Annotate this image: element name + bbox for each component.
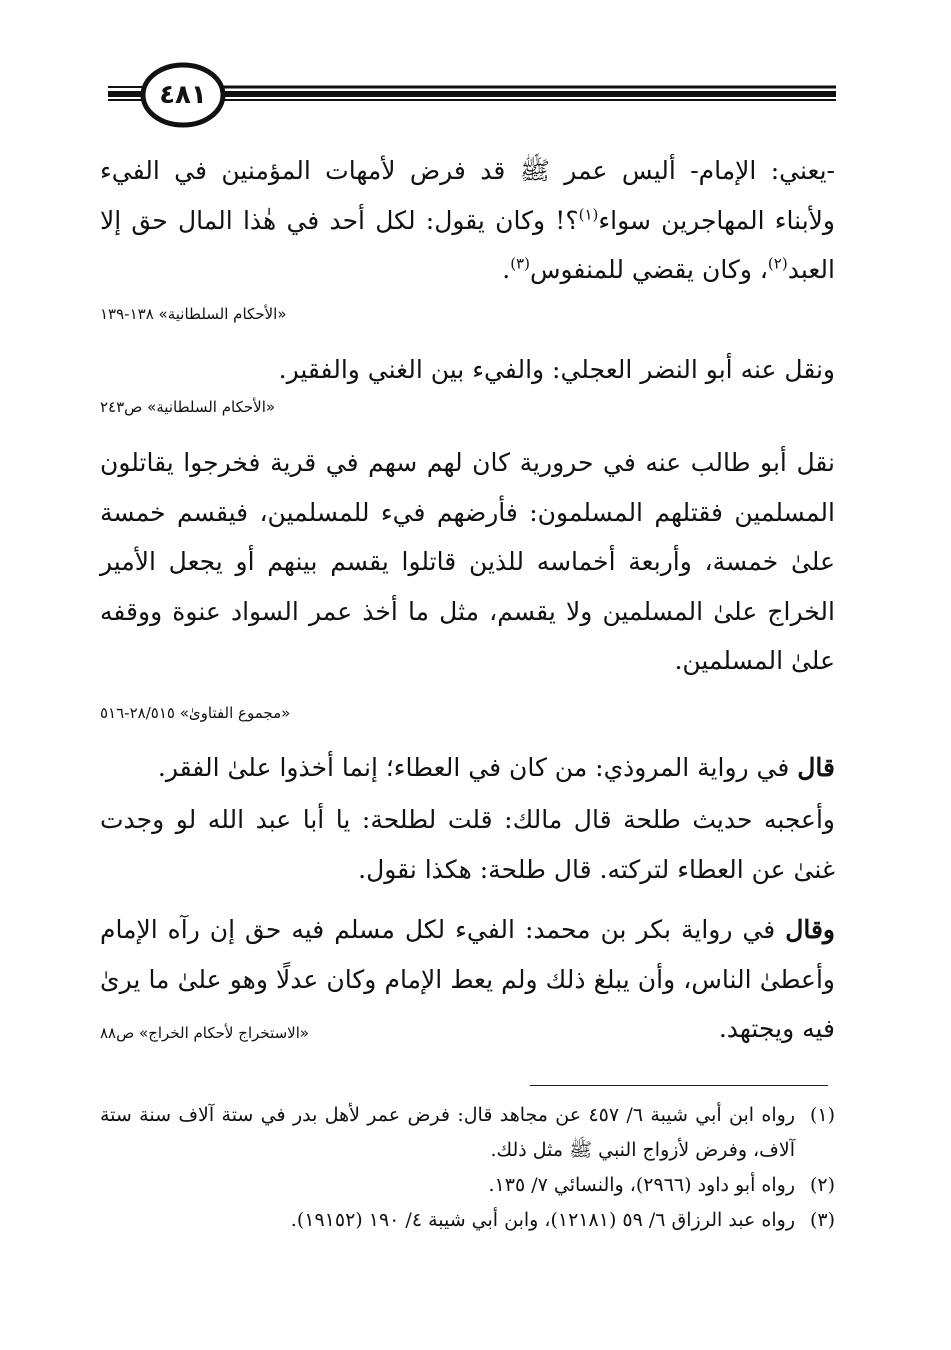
source-citation-3 (100, 703, 835, 723)
footnote-3-text: رواه عبد الرزاق ٦/ ٥٩ (١٢١٨١)، وابن أبي شيبة ٤/ ١٩٠ (١٩١٥٢). (290, 1209, 795, 1231)
paragraph-1-text (100, 146, 835, 295)
paragraph-6-lead: وقال (785, 915, 835, 944)
p1-part2: ؟! وكان يقول: لكل أحد في هٰذا المال حق إلا العبد (100, 205, 835, 284)
paragraph-4-text (100, 743, 835, 793)
footnote-ref-2: (٢) (767, 254, 788, 273)
page-header (108, 60, 836, 132)
source-3-text: «مجموع الفتاوىٰ» ٢٨/٥١٥-٥١٦ (100, 704, 291, 722)
paragraph-2 (100, 345, 835, 395)
p1-part1: -يعني: الإمام- أليس عمر ﷺ قد فرض لأمهات المؤمنين في الفيء ولأبناء المهاجرين سواء (100, 156, 835, 235)
footnote-separator (530, 1085, 828, 1086)
paragraph-3-text: نقل أبو طالب عنه في حرورية كان لهم سهم في قرية فخرجوا يقاتلون المسلمين فقتلهم المسلمون: فأرضهم فيء للمسلمين، فيقسم خمسة علىٰ خمسة، وأربعة أخماسه للذين قاتلوا يقسم بينهم أو يجعل الأمير الخراج علىٰ المسلمين ولا يقسم، مثل ما أخذ عمر السواد عنوة ووقفه علىٰ المسلمين. (100, 448, 835, 675)
p1-part3: ، وكان يقضي للمنفوس (529, 255, 768, 284)
p1-part4: . (502, 255, 511, 284)
footnote-1-text: رواه ابن أبي شيبة ٦/ ٤٥٧ عن مجاهد قال: فرض عمر لأهل بدر في ستة آلاف سنة ستة آلاف، وفرض لأزواج النبي ﷺ مثل ذلك. (100, 1104, 795, 1161)
footnote-3-number: (٣) (809, 1209, 835, 1231)
source-4-text: «الاستخراج لأحكام الخراج» ص٨٨ (100, 1024, 310, 1042)
source-1-text: «الأحكام السلطانية» ١٣٨-١٣٩ (100, 305, 287, 323)
paragraph-2-text: ونقل عنه أبو النضر العجلي: والفيء بين الغني والفقير. (278, 355, 835, 384)
footnotes (100, 1098, 835, 1238)
footnote-ref-1: (١) (578, 205, 599, 224)
paragraph-6-body: في رواية بكر بن محمد: الفيء لكل مسلم فيه حق إن رآه الإمام وأعطىٰ الناس، وأن يبلغ ذلك ولم يعط الإمام وكان عدلًا وهو علىٰ ما يرىٰ فيه ويجتهد. (100, 915, 835, 1043)
paragraph-4 (100, 743, 835, 793)
footnote-1-number: (١) (809, 1104, 835, 1126)
source-citation-1 (100, 304, 835, 324)
paragraph-4-lead: قال (797, 753, 835, 782)
paragraph-5-text: وأعجبه حديث طلحة قال مالك: قلت لطلحة: يا أبا عبد الله لو وجدت غنىٰ عن العطاء لتركته. قال طلحة: هكذا نقول. (100, 805, 835, 884)
page-number: ٤٨١ (159, 80, 207, 110)
source-citation-4 (100, 1023, 835, 1043)
footnote-ref-3: (٣) (510, 254, 530, 273)
source-2-text: «الأحكام السلطانية» ص٢٤٣ (100, 398, 276, 416)
footnote-2 (100, 1168, 835, 1203)
paragraph-5 (100, 795, 835, 894)
footnote-2-text: رواه أبو داود (٢٩٦٦)، والنسائي ٧/ ١٣٥. (488, 1174, 795, 1196)
footnote-1 (100, 1098, 835, 1168)
footnote-3 (100, 1203, 835, 1238)
source-citation-2 (100, 397, 835, 417)
paragraph-4-body: في رواية المروذي: من كان في العطاء؛ إنما أخذوا علىٰ الفقر. (157, 753, 798, 782)
paragraph-1 (100, 146, 835, 295)
paragraph-3 (100, 438, 835, 686)
footnote-2-number: (٢) (809, 1174, 835, 1196)
